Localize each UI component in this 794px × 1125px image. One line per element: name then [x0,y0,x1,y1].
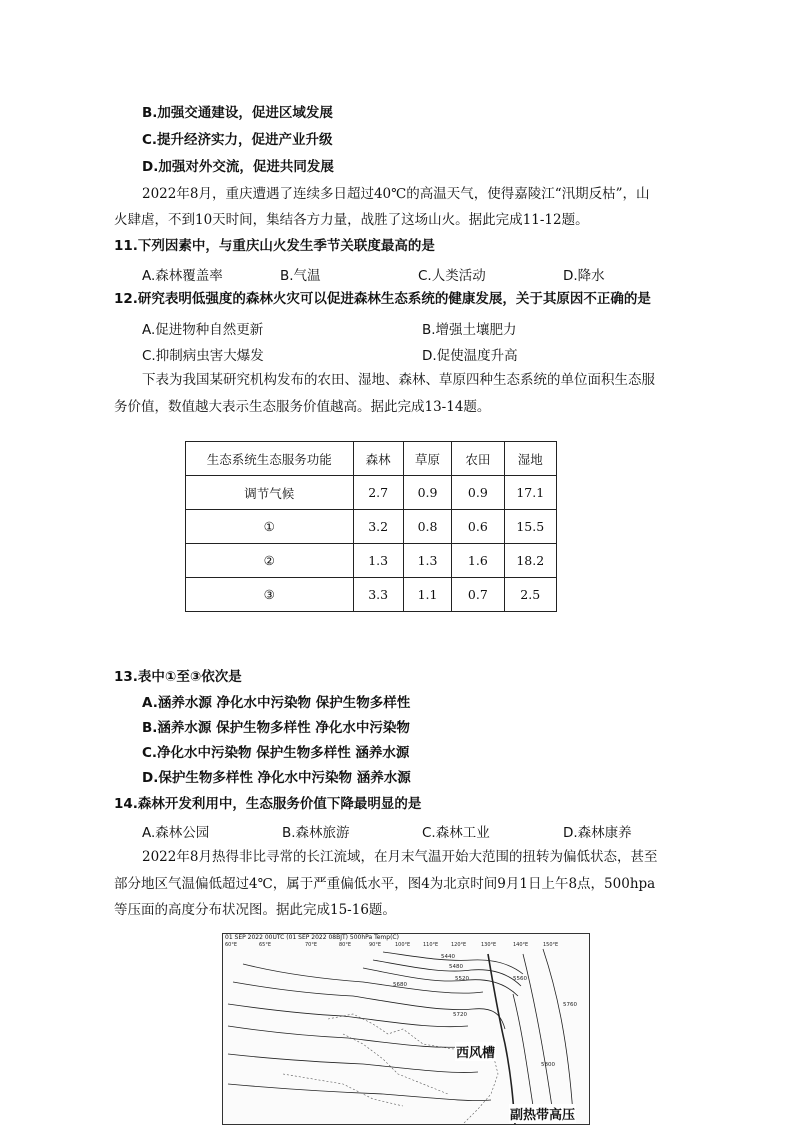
table-cell: 15.5 [504,510,557,544]
passage3-line2: 部分地区气温偏低超过4℃，属于严重偏低水平，图4为北京时间9月1日上午8点，500hpa [114,876,656,892]
table-cell: 2.5 [504,578,557,612]
q11-option-b: B.气温 [280,268,321,284]
q13-option-d: D.保护生物多样性 净化水中污染物 涵养水源 [142,770,411,786]
q11-option-c: C.人类活动 [418,268,486,284]
q14-stem: 14.森林开发利用中，生态服务价值下降最明显的是 [114,796,422,812]
table-cell: 1.3 [403,544,451,578]
q13-option-c: C.净化水中污染物 保护生物多样性 涵养水源 [142,745,410,761]
lon-tick: 65°E [259,942,272,948]
table-header-cell: 生态系统生态服务功能 [186,442,354,476]
table-cell: 3.2 [353,510,403,544]
table-cell: 17.1 [504,476,557,510]
lon-tick: 140°E [513,942,529,948]
ecosystem-service-table [185,441,557,612]
table-header-cell: 森林 [353,442,403,476]
q11-option-a: A.森林覆盖率 [142,268,223,284]
table-header-cell: 草原 [403,442,451,476]
contour-label: 5440 [441,954,455,960]
table-row [186,544,557,578]
q12-option-c: C.抑制病虫害大爆发 [142,348,264,364]
prev-option-b: B.加强交通建设，促进区域发展 [142,105,333,121]
table-cell: 2.7 [353,476,403,510]
passage1-line2: 火肆虐，不到10天时间，集结各方力量，战胜了这场山火。据此完成11-12题。 [114,212,589,228]
map-header: 01 SEP 2022 00UTC (01 SEP 2022 08BJT) 500hPa Temp(C) [225,934,399,941]
table-header-row [186,442,557,476]
contour-label: 5720 [453,1012,467,1018]
passage1-line1: 2022年8月，重庆遭遇了连续多日超过40℃的高温天气，使得嘉陵江“汛期反枯”，山 [142,186,650,202]
table-row [186,476,557,510]
table-cell: 3.3 [353,578,403,612]
table-cell: 0.9 [403,476,451,510]
map-label-trough: 西风槽 [455,1042,496,1061]
lon-tick: 100°E [395,942,411,948]
contour-label: 5560 [513,976,527,982]
q11-option-d: D.降水 [563,268,605,284]
table-cell: 0.8 [403,510,451,544]
q12-option-d: D.促使温度升高 [422,348,518,364]
q13-option-a: A.涵养水源 净化水中污染物 保护生物多样性 [142,695,411,711]
500hpa-height-map [222,933,590,1125]
passage3-line3: 等压面的高度分布状况图。据此完成15-16题。 [114,902,396,918]
table-header-cell: 湿地 [504,442,557,476]
table-row [186,510,557,544]
lon-tick: 110°E [423,942,439,948]
q14-option-b: B.森林旅游 [282,825,350,841]
map-label-subtropical-high: 副热带高压 [509,1104,576,1123]
contour-label: 5520 [455,976,469,982]
map-drawing [223,934,589,1124]
contour-label: 5760 [563,1002,577,1008]
lon-tick: 60°E [225,942,238,948]
table-cell: 调节气候 [186,476,354,510]
q12-option-b: B.增强土壤肥力 [422,322,517,338]
table-cell: ③ [186,578,354,612]
q13-option-b: B.涵养水源 保护生物多样性 净化水中污染物 [142,720,410,736]
table-cell: 0.6 [452,510,504,544]
q14-option-a: A.森林公园 [142,825,210,841]
table-cell: ② [186,544,354,578]
contour-label: 5680 [393,982,407,988]
prev-option-c: C.提升经济实力，促进产业升级 [142,132,333,148]
table-cell: 0.9 [452,476,504,510]
table-cell: 1.1 [403,578,451,612]
table-cell: 1.6 [452,544,504,578]
lon-tick: 130°E [481,942,497,948]
prev-option-d: D.加强对外交流，促进共同发展 [142,159,334,175]
q14-option-d: D.森林康养 [563,825,632,841]
lon-tick: 120°E [451,942,467,948]
table-cell: 1.3 [353,544,403,578]
table-cell: 0.7 [452,578,504,612]
lon-tick: 90°E [369,942,382,948]
q12-stem: 12.研究表明低强度的森林火灾可以促进森林生态系统的健康发展，关于其原因不正确的是 [114,291,651,307]
q13-stem: 13.表中①至③依次是 [114,669,242,685]
passage3-line1: 2022年8月热得非比寻常的长江流域，在月末气温开始大范围的扭转为偏低状态，甚至 [142,849,658,865]
lon-tick: 80°E [339,942,352,948]
q14-option-c: C.森林工业 [422,825,490,841]
contour-label: 5800 [541,1062,555,1068]
contour-label: 5480 [449,964,463,970]
table-cell: ① [186,510,354,544]
q12-option-a: A.促进物种自然更新 [142,322,264,338]
table-row [186,578,557,612]
lon-tick: 150°E [543,942,559,948]
lon-tick: 70°E [305,942,318,948]
table-header-cell: 农田 [452,442,504,476]
table-cell: 18.2 [504,544,557,578]
q11-stem: 11.下列因素中，与重庆山火发生季节关联度最高的是 [114,238,435,254]
passage2-line1: 下表为我国某研究机构发布的农田、湿地、森林、草原四种生态系统的单位面积生态服 [142,372,655,388]
passage2-line2: 务价值，数值越大表示生态服务价值越高。据此完成13-14题。 [114,399,491,415]
